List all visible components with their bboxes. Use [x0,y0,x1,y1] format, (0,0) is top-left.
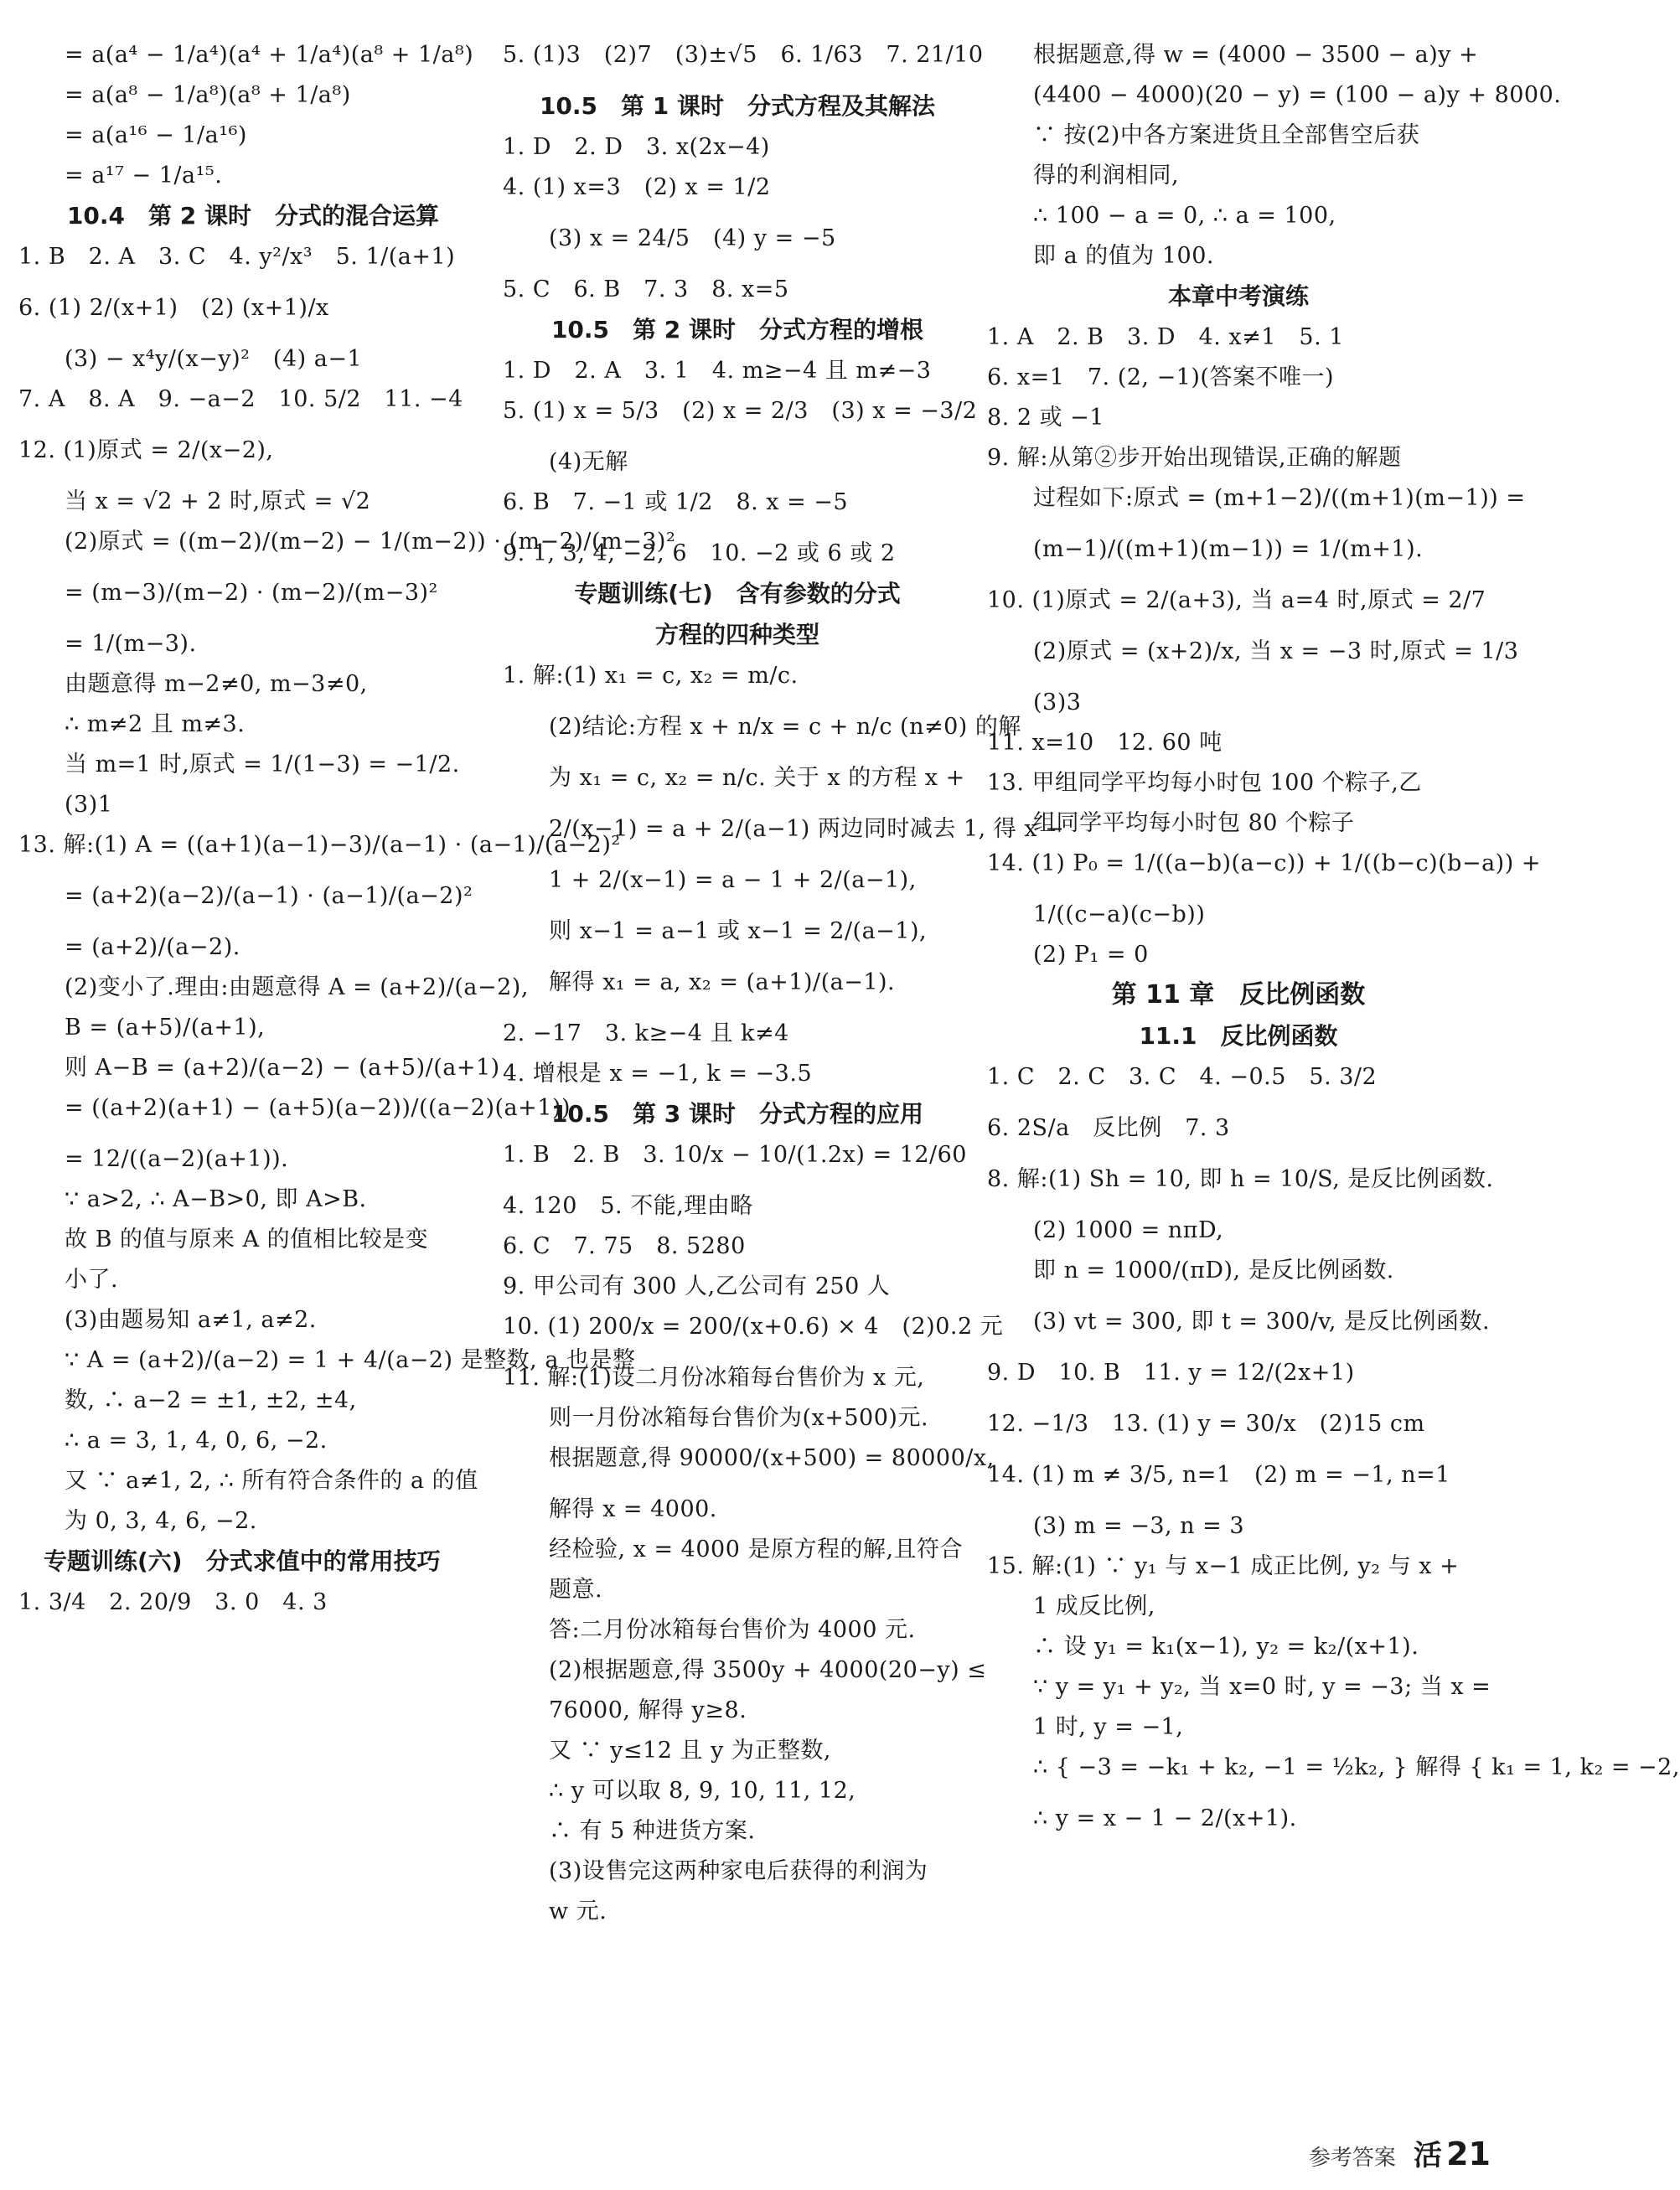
text-line: (2)原式 = (x+2)/x, 当 x = −3 时,原式 = 1/3 [1033,638,1519,664]
text-line: ∵ 按(2)中各方案进货且全部售空后获 [1033,122,1420,148]
text-line: (2)根据题意,得 3500y + 4000(20−y) ≤ [549,1657,987,1683]
text-line: ∴ 100 − a = 0, ∴ a = 100, [1033,203,1336,229]
text-line: 2. −17 3. k≥−4 且 k≠4 [503,1020,789,1046]
text-line: ∴ y 可以取 8, 9, 10, 11, 12, [549,1778,856,1804]
text-line: 为 x₁ = c, x₂ = n/c. 关于 x 的方程 x + [549,765,965,791]
text-line: = a¹⁷ − 1/a¹⁵. [65,163,223,189]
text-line: 76000, 解得 y≥8. [549,1697,747,1723]
text-line: = a(a⁴ − 1/a⁴)(a⁴ + 1/a⁴)(a⁸ + 1/a⁸) [65,42,474,68]
section-heading: 专题训练(七) 含有参数的分式 [574,580,901,607]
text-line: (2) P₁ = 0 [1033,942,1149,968]
text-line: 组同学平均每小时包 80 个粽子 [1033,810,1355,836]
text-line: 9. 1, 3, 4, −2, 6 10. −2 或 6 或 2 [503,540,896,566]
section-heading: 专题训练(六) 分式求值中的常用技巧 [44,1547,441,1575]
text-line: (2)变小了.理由:由题意得 A = (a+2)/(a−2), [65,974,529,1000]
text-line: 则 x−1 = a−1 或 x−1 = 2/(a−1), [549,918,928,944]
text-line: 1. A 2. B 3. D 4. x≠1 5. 1 [987,324,1344,350]
text-line: 6. C 7. 75 8. 5280 [503,1233,746,1259]
text-line: 即 n = 1000/(πD), 是反比例函数. [1033,1258,1394,1284]
text-line: 9. 解:从第②步开始出现错误,正确的解题 [987,445,1402,471]
text-line: 4. 120 5. 不能,理由略 [503,1193,753,1219]
text-line: 1. D 2. D 3. x(2x−4) [503,134,770,160]
text-line: = 1/(m−3). [65,631,197,657]
chapter-heading: 第 11 章 反比例函数 [1111,980,1366,1010]
text-line: 即 a 的值为 100. [1033,243,1214,269]
text-line: = ((a+2)(a+1) − (a+5)(a−2))/((a−2)(a+1)) [65,1095,571,1121]
text-line: = a(a⁸ − 1/a⁸)(a⁸ + 1/a⁸) [65,82,351,108]
footer-brand-mark: 活 [1414,2139,1443,2172]
text-line: 12. −1/3 13. (1) y = 30/x (2)15 cm [987,1411,1425,1437]
text-line: 9. 甲公司有 300 人,乙公司有 250 人 [503,1273,891,1299]
text-line: 4. (1) x=3 (2) x = 1/2 [503,174,771,200]
page-number: 21 [1446,2136,1491,2172]
text-line: B = (a+5)/(a+1), [65,1015,266,1041]
text-line: 由题意得 m−2≠0, m−3≠0, [65,671,368,697]
text-line: 根据题意,得 w = (4000 − 3500 − a)y + [1033,42,1479,68]
right-column [987,42,1680,1846]
text-line: w 元. [549,1898,607,1924]
text-line: (2)结论:方程 x + n/x = c + n/c (n≠0) 的解 [549,714,1021,740]
text-line: = (a+2)/(a−2). [65,934,240,960]
text-line: 故 B 的值与原来 A 的值相比较是变 [65,1227,429,1253]
text-line: 1 成反比例, [1033,1593,1155,1619]
text-line: ∴ { −3 = −k₁ + k₂, −1 = ½k₂, } 解得 { k₁ = 1, k₂ = −2, [1033,1754,1680,1780]
text-line: 1. B 2. A 3. C 4. y²/x³ 5. 1/(a+1) [18,244,456,270]
text-line: ∴ m≠2 且 m≠3. [65,711,246,737]
text-line: 则 A−B = (a+2)/(a−2) − (a+5)/(a+1) [65,1055,500,1081]
text-line: 4. 增根是 x = −1, k = −3.5 [503,1061,813,1087]
text-line: = (a+2)(a−2)/(a−1) · (a−1)/(a−2)² [65,883,473,909]
text-line: 9. D 10. B 11. y = 12/(2x+1) [987,1360,1355,1386]
footer-label: 参考答案 [1308,2146,1396,2171]
text-line: ∵ A = (a+2)/(a−2) = 1 + 4/(a−2) 是整数, a 也是整 [65,1347,636,1373]
text-line: 6. (1) 2/(x+1) (2) (x+1)/x [18,295,329,321]
text-line: 根据题意,得 90000/(x+500) = 80000/x, [549,1445,995,1471]
text-line: 14. (1) m ≠ 3/5, n=1 (2) m = −1, n=1 [987,1462,1450,1488]
text-line: 解得 x = 4000. [549,1496,717,1522]
text-line: 1/((c−a)(c−b)) [1033,901,1206,927]
text-line: (3)设售完这两种家电后获得的利润为 [549,1858,928,1884]
text-line: (3)3 [1033,690,1082,715]
text-line: (2)原式 = ((m−2)/(m−2) − 1/(m−2)) · (m−2)/(m−3)² [65,529,676,555]
text-line: = a(a¹⁶ − 1/a¹⁶) [65,122,247,148]
text-line: 1. 3/4 2. 20/9 3. 0 4. 3 [18,1589,328,1615]
text-line: 13. 甲组同学平均每小时包 100 个粽子,乙 [987,770,1422,796]
text-line: 1. D 2. A 3. 1 4. m≥−4 且 m≠−3 [503,358,932,384]
text-line: 5. (1) x = 5/3 (2) x = 2/3 (3) x = −3/2 [503,398,978,424]
text-line: 11. 解:(1)设二月份冰箱每台售价为 x 元, [503,1365,925,1391]
text-line: 数, ∴ a−2 = ±1, ±2, ±4, [65,1387,357,1413]
section-heading: 11.1 反比例函数 [1139,1022,1338,1050]
text-line: (2) 1000 = nπD, [1033,1217,1224,1243]
text-line: = 12/((a−2)(a+1)). [65,1146,289,1172]
text-line: 当 m=1 时,原式 = 1/(1−3) = −1/2. [65,752,460,777]
text-line: 5. (1)3 (2)7 (3)±√5 6. 1/63 7. 21/10 [503,42,984,68]
text-line: 解得 x₁ = a, x₂ = (a+1)/(a−1). [549,969,896,995]
text-line: ∵ a>2, ∴ A−B>0, 即 A>B. [65,1186,367,1212]
text-line: 1. 解:(1) x₁ = c, x₂ = m/c. [503,663,799,689]
section-heading: 10.5 第 2 课时 分式方程的增根 [551,316,924,343]
text-line: 过程如下:原式 = (m+1−2)/((m+1)(m−1)) = [1033,485,1526,511]
text-line: 1 + 2/(x−1) = a − 1 + 2/(a−1), [549,867,917,893]
section-heading: 方程的四种类型 [654,621,819,648]
text-line: 6. x=1 7. (2, −1)(答案不唯一) [987,364,1334,390]
text-line: 8. 2 或 −1 [987,405,1104,431]
text-line: (m−1)/((m+1)(m−1)) = 1/(m+1). [1033,536,1424,562]
text-line: = (m−3)/(m−2) · (m−2)/(m−3)² [65,580,438,606]
text-line: ∵ y = y₁ + y₂, 当 x=0 时, y = −3; 当 x = [1033,1674,1491,1700]
text-line: 5. C 6. B 7. 3 8. x=5 [503,276,789,302]
text-line: 6. B 7. −1 或 1/2 8. x = −5 [503,489,849,515]
text-line: 11. x=10 12. 60 吨 [987,730,1223,756]
text-line: 则一月份冰箱每台售价为(x+500)元. [549,1405,929,1431]
text-line: 为 0, 3, 4, 6, −2. [65,1508,257,1534]
text-line: (4)无解 [549,449,628,475]
text-line: 又 ∵ y≤12 且 y 为正整数, [549,1738,831,1764]
text-line: 6. 2S/a 反比例 7. 3 [987,1115,1230,1141]
text-line: 8. 解:(1) Sh = 10, 即 h = 10/S, 是反比例函数. [987,1166,1494,1192]
section-heading: 本章中考演练 [1167,282,1309,310]
text-line: 题意. [549,1577,603,1603]
text-line: 7. A 8. A 9. −a−2 10. 5/2 11. −4 [18,386,463,412]
text-line: (3) − x⁴y/(x−y)² (4) a−1 [65,346,363,372]
text-line: ∴ 有 5 种进货方案. [549,1818,756,1844]
text-line: ∴ y = x − 1 − 2/(x+1). [1033,1805,1297,1831]
text-line: 当 x = √2 + 2 时,原式 = √2 [65,488,371,514]
section-heading: 10.5 第 3 课时 分式方程的应用 [551,1100,924,1128]
text-line: ∴ a = 3, 1, 4, 0, 6, −2. [65,1428,328,1454]
text-line: 1. B 2. B 3. 10/x − 10/(1.2x) = 12/60 [503,1142,967,1168]
text-line: 1. C 2. C 3. C 4. −0.5 5. 3/2 [987,1064,1378,1090]
text-line: 13. 解:(1) A = ((a+1)(a−1)−3)/(a−1) · (a−1)/(a−2)² [18,832,621,858]
text-line: (3) m = −3, n = 3 [1033,1513,1245,1539]
text-line: 经检验, x = 4000 是原方程的解,且符合 [549,1537,964,1562]
text-line: 又 ∵ a≠1, 2, ∴ 所有符合条件的 a 的值 [65,1468,478,1494]
text-line: 1 时, y = −1, [1033,1714,1184,1740]
text-line: (3) x = 24/5 (4) y = −5 [549,225,836,251]
text-line: ∴ 设 y₁ = k₁(x−1), y₂ = k₂/(x+1). [1033,1634,1419,1660]
text-line: (3) vt = 300, 即 t = 300/v, 是反比例函数. [1033,1309,1491,1335]
text-line: 15. 解:(1) ∵ y₁ 与 x−1 成正比例, y₂ 与 x + [987,1553,1460,1579]
section-heading: 10.5 第 1 课时 分式方程及其解法 [539,92,936,120]
text-line: 小了. [65,1267,119,1293]
text-line: 10. (1) 200/x = 200/(x+0.6) × 4 (2)0.2 元 [503,1314,1004,1340]
text-line: 12. (1)原式 = 2/(x−2), [18,437,274,463]
section-heading: 10.4 第 2 课时 分式的混合运算 [66,202,440,230]
text-line: 14. (1) P₀ = 1/((a−b)(a−c)) + 1/((b−c)(b−a)) + [987,850,1541,876]
text-line: 答:二月份冰箱每台售价为 4000 元. [549,1617,916,1643]
text-line: 10. (1)原式 = 2/(a+3), 当 a=4 时,原式 = 2/7 [987,587,1486,613]
text-line: 2/(x−1) = a + 2/(a−1) 两边同时减去 1, 得 x − [549,816,1065,842]
text-line: (3)由题易知 a≠1, a≠2. [65,1307,317,1333]
text-line: 得的利润相同, [1033,163,1180,189]
text-line: (3)1 [65,792,113,818]
page-footer [1309,2132,1491,2173]
text-line: (4400 − 4000)(20 − y) = (100 − a)y + 8000. [1033,82,1562,108]
